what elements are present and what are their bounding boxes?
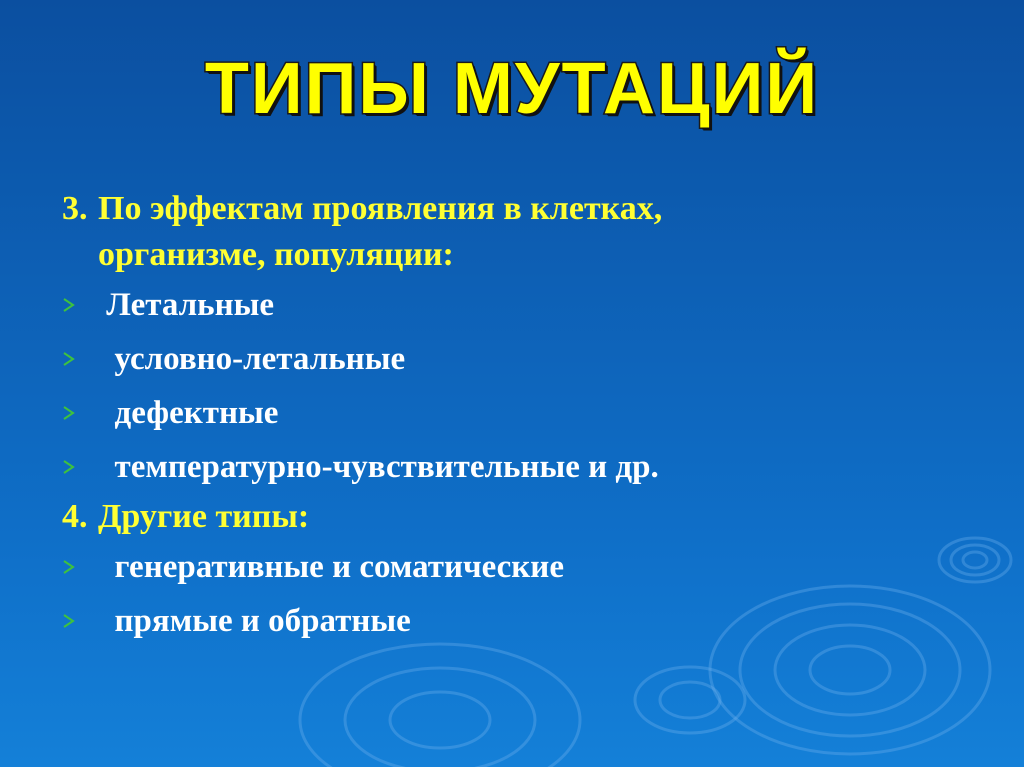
list-item-label: прямые и обратные [98,602,411,639]
chevron-right-icon [62,297,98,313]
list-item [62,386,992,440]
list-item-label: дефектные [98,394,279,431]
list-item [62,540,992,594]
list-item-label: температурно-чувствительные и др. [98,448,659,485]
section-4-number: 4. [62,498,88,535]
section-3-heading [62,186,992,278]
chevron-right-icon [62,351,98,367]
list-item [62,440,992,494]
list-item [62,332,992,386]
slide-title: ТИПЫ МУТАЦИЙ [204,49,820,129]
section-4-text: Другие типы: [98,498,310,535]
section-3-number: 3. [62,190,88,227]
chevron-right-icon [62,459,98,475]
list-item [62,594,992,648]
list-item [62,278,992,332]
chevron-right-icon [62,613,98,629]
section-3-line-2: организме, популяции: [98,236,454,273]
section-3-line-1: По эффектам проявления в клетках, [98,190,663,227]
section-4-heading [62,494,992,540]
list-item-label: Летальные [98,286,275,323]
chevron-right-icon [62,405,98,421]
list-item-label: генеративные и соматические [98,548,564,585]
slide-content [62,186,992,648]
list-item-label: условно-летальные [98,340,406,377]
chevron-right-icon [62,559,98,575]
